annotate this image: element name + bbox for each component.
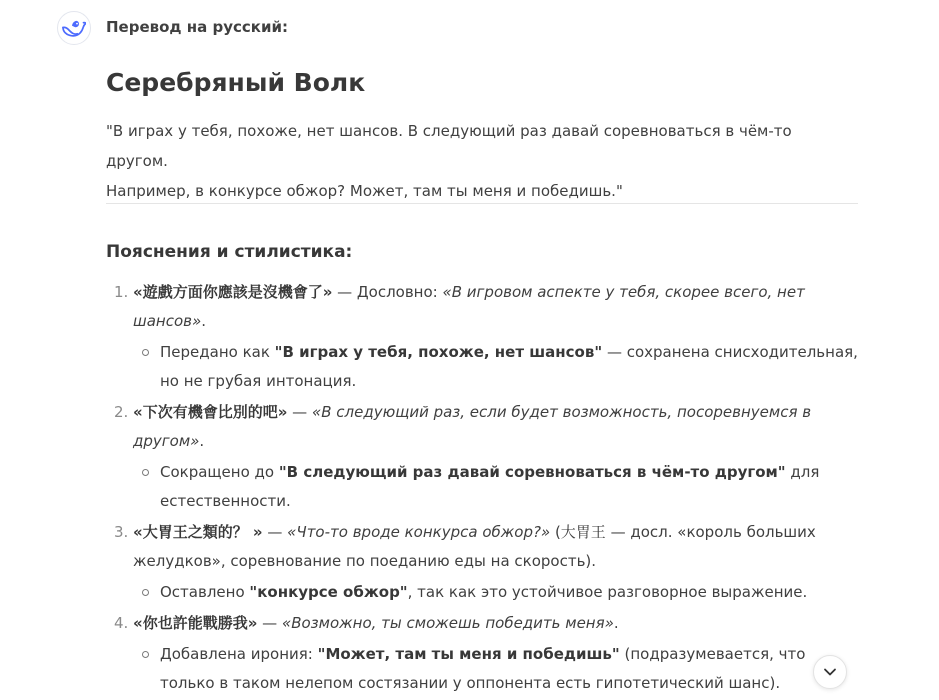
bullet-icon xyxy=(142,349,149,356)
note-number: 2. xyxy=(114,403,129,421)
note-source-phrase: «大胃王之類的？ » xyxy=(133,523,263,541)
note-subitem xyxy=(133,578,858,607)
note-item xyxy=(106,278,858,396)
note-text xyxy=(133,609,858,638)
chevron-down-icon xyxy=(822,664,838,680)
quote-line: "В играх у тебя, похоже, нет шансов. В следующий раз давай соревноваться в чём-то другом. xyxy=(106,122,792,170)
note-text xyxy=(133,398,858,456)
note-subitem xyxy=(133,338,858,396)
note-dash: — Дословно: xyxy=(332,283,443,301)
note-text xyxy=(133,278,858,336)
note-sublist xyxy=(133,458,858,516)
scroll-to-bottom-button[interactable] xyxy=(813,655,847,689)
note-number: 3. xyxy=(114,523,129,541)
subitem-suffix: , так как это устойчивое разговорное выражение. xyxy=(407,583,808,601)
note-number: 1. xyxy=(114,283,129,301)
note-tail: . xyxy=(613,614,619,632)
note-source-phrase: «遊戲方面你應該是沒機會了» xyxy=(133,283,333,301)
subitem-prefix: Оставлено xyxy=(160,583,250,601)
bullet-icon xyxy=(142,469,149,476)
note-text xyxy=(133,518,858,576)
note-item xyxy=(106,609,858,698)
note-literal: «В игровом аспекте у тебя, скорее всего, нет шансов» xyxy=(133,283,805,330)
assistant-avatar xyxy=(57,11,91,45)
bullet-icon xyxy=(142,651,149,658)
subitem-bold: "конкурсе обжор" xyxy=(249,583,408,601)
section-divider xyxy=(106,203,858,204)
subitem-suffix: (подразумевается, что только в таком нелепом состязании у оппонента есть гипотетический шанс). xyxy=(160,645,806,692)
note-tail: (大胃王 — досл. «король больших желудков», соревнование по поеданию еды на скорость). xyxy=(133,523,816,570)
subitem-bold: "В следующий раз давай соревноваться в чём-то другом" xyxy=(278,463,786,481)
note-literal: «Что-то вроде конкурса обжор?» xyxy=(287,523,551,541)
note-literal: «В следующий раз, если будет возможность, посоревнуемся в другом» xyxy=(133,403,812,450)
message-preface: Перевод на русский: xyxy=(106,18,288,36)
note-sublist xyxy=(133,640,858,698)
note-dash: — xyxy=(287,403,312,421)
note-sublist xyxy=(133,578,858,607)
note-dash: — xyxy=(257,614,282,632)
section-heading: Пояснения и стилистика: xyxy=(106,242,353,262)
note-dash: — xyxy=(262,523,288,541)
note-literal: «Возможно, ты сможешь победить меня» xyxy=(281,614,614,632)
note-sublist xyxy=(133,338,858,396)
bullet-icon xyxy=(142,589,149,596)
translation-title: Серебряный Волк xyxy=(106,68,366,97)
note-tail: . xyxy=(199,432,205,450)
subitem-suffix: — сохранена снисходительная, но не грубая интонация. xyxy=(160,343,858,390)
subitem-prefix: Передано как xyxy=(160,343,275,361)
note-number: 4. xyxy=(114,614,129,632)
subitem-bold: "Может, там ты меня и победишь" xyxy=(317,645,620,663)
quote-line: Например, в конкурсе обжор? Может, там ты меня и победишь." xyxy=(106,182,623,200)
note-subitem xyxy=(133,640,858,698)
note-subitem xyxy=(133,458,858,516)
subitem-bold: "В играх у тебя, похоже, нет шансов" xyxy=(274,343,603,361)
note-source-phrase: «你也許能戰勝我» xyxy=(133,614,258,632)
subitem-prefix: Добавлена ирония: xyxy=(160,645,318,663)
note-tail: . xyxy=(201,312,207,330)
subitem-prefix: Сокращено до xyxy=(160,463,279,481)
note-item xyxy=(106,518,858,607)
translated-quote xyxy=(106,116,858,206)
note-source-phrase: «下次有機會比別的吧» xyxy=(133,403,288,421)
subitem-suffix: для естественности. xyxy=(160,463,820,510)
notes-list xyxy=(106,278,858,700)
note-item xyxy=(106,398,858,516)
deepseek-whale-icon xyxy=(62,19,86,37)
